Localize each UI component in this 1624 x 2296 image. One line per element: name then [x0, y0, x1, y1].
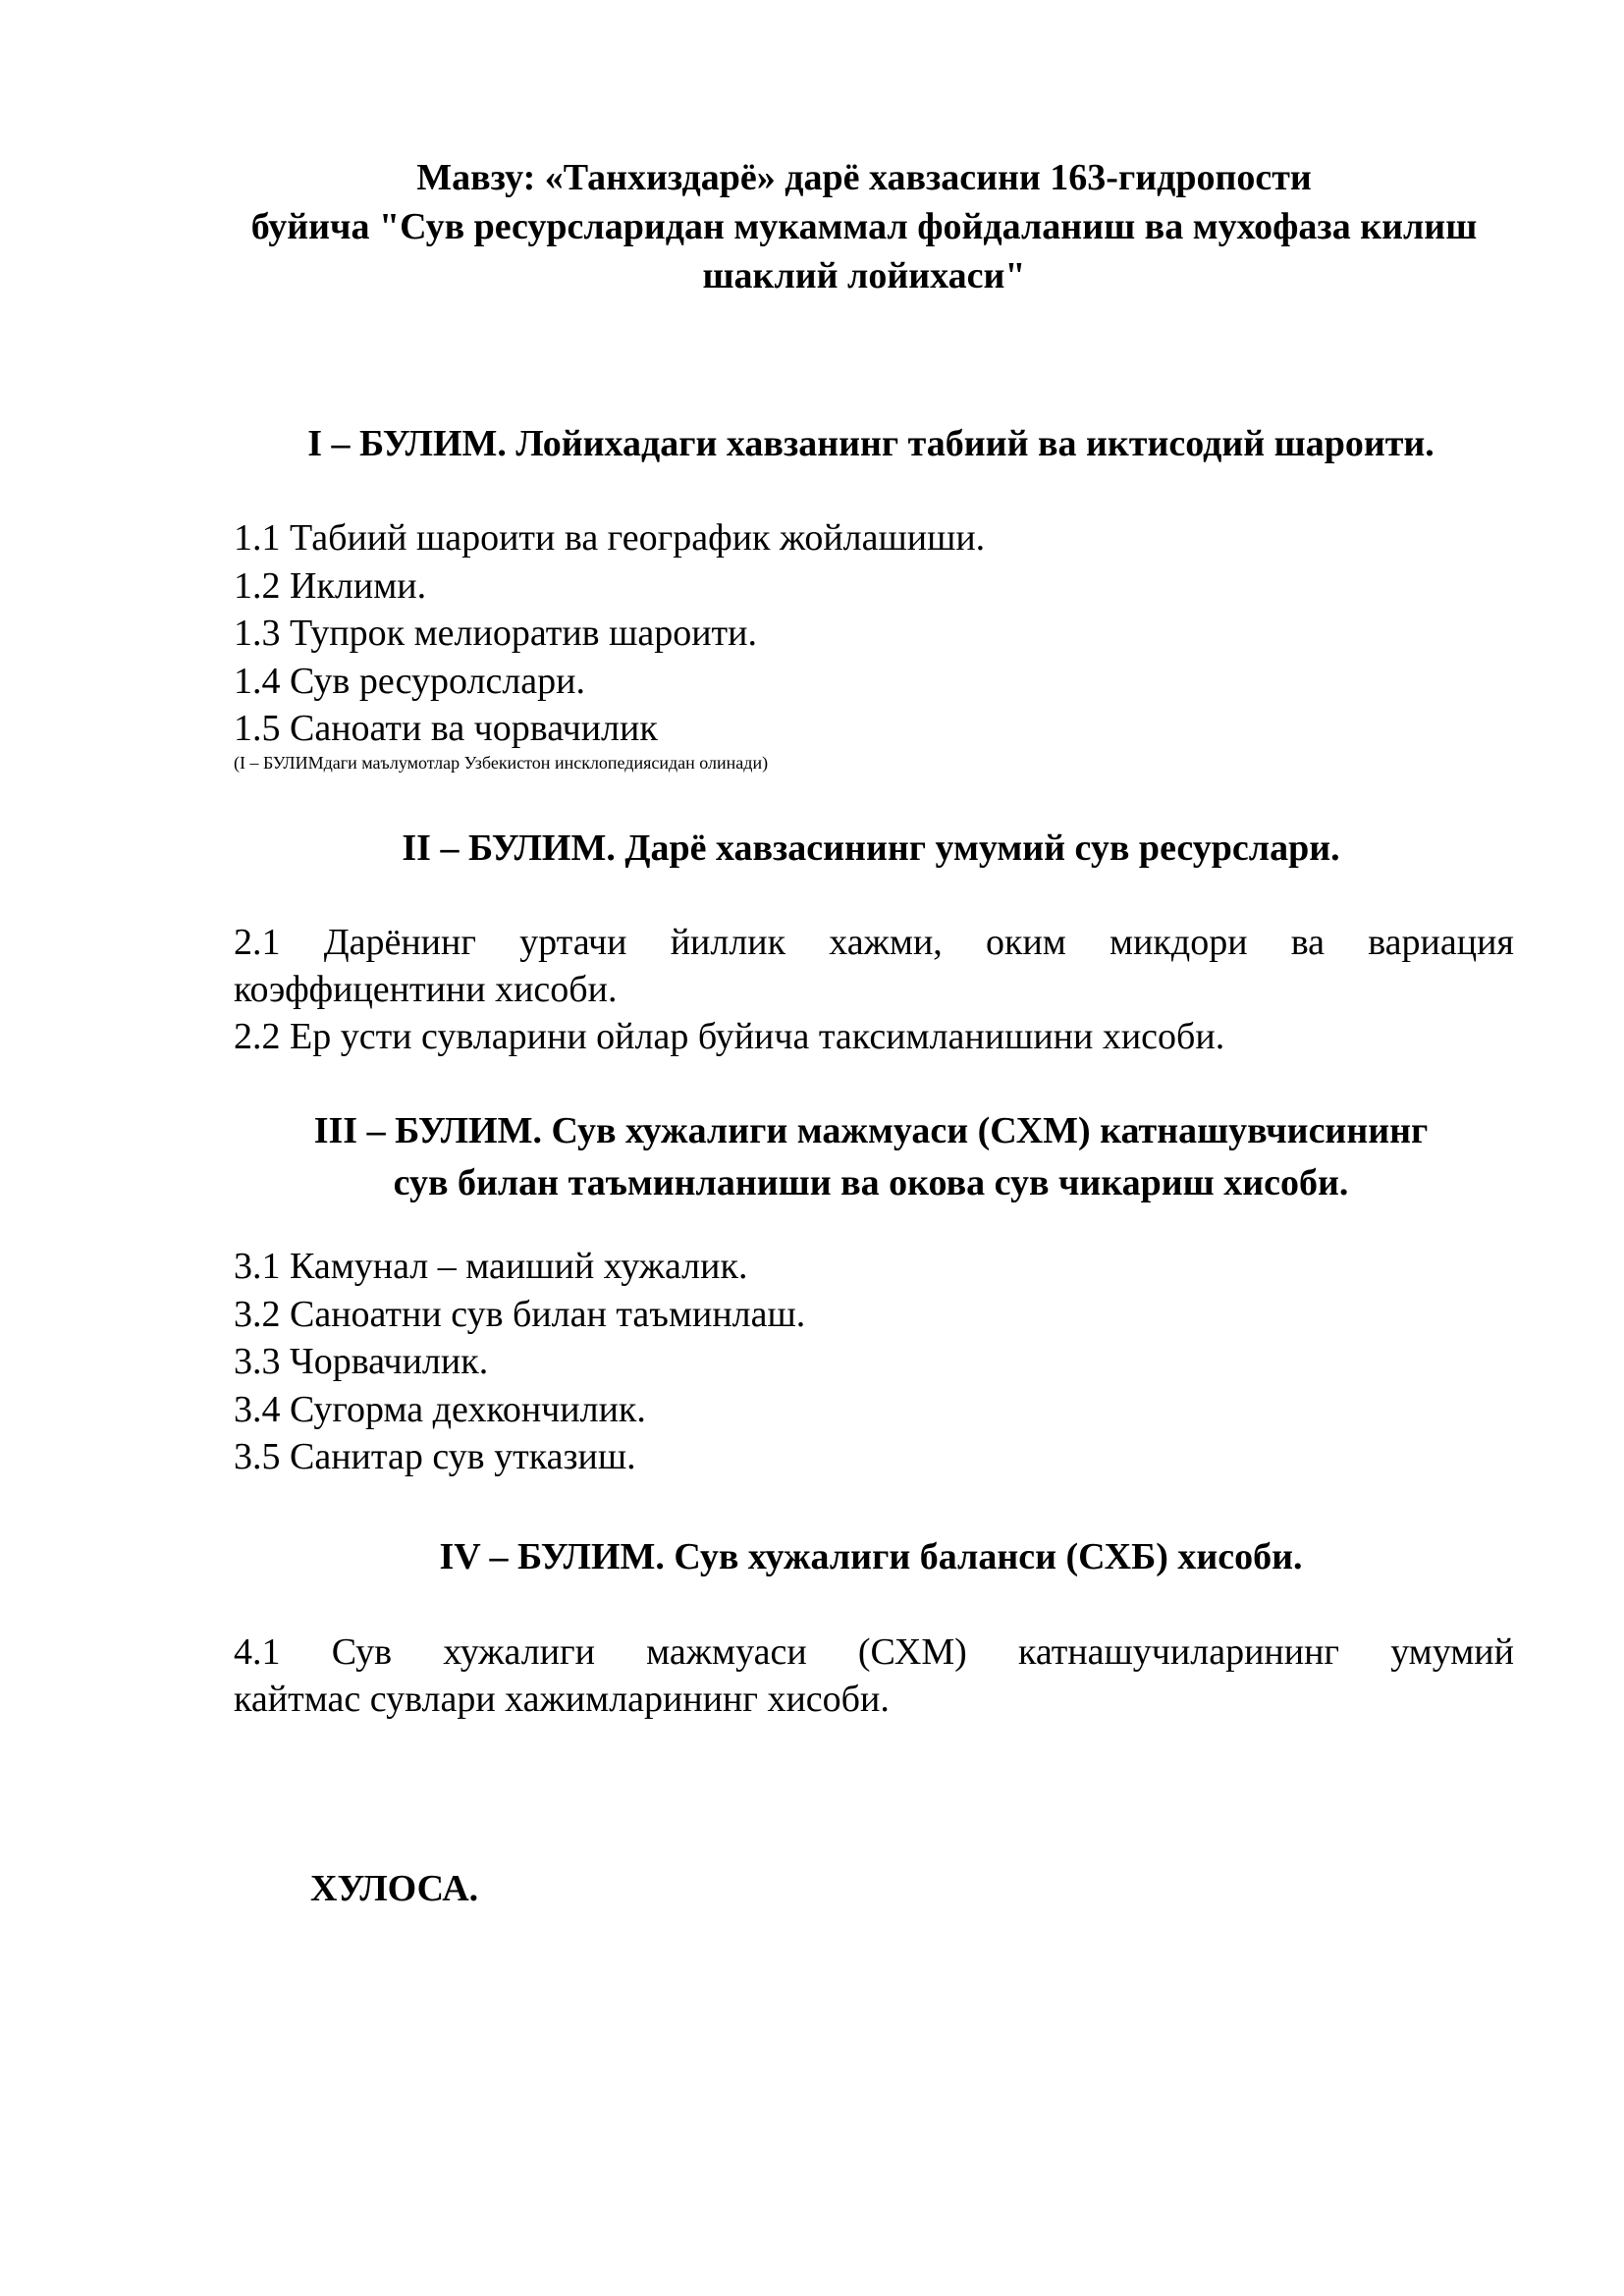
- section-3-heading-line-2: сув билан таъминланиши ва окова сув чикариш хисоби.: [393, 1162, 1349, 1203]
- word: хажми,: [829, 922, 943, 963]
- title-line-1: Мавзу: «Танхиздарё» дарё хавзасини 163-гидропости: [416, 157, 1312, 198]
- section-3-heading-line-1: III – БУЛИМ. Сув хужалиги мажмуаси (СХМ) катнашувчисининг: [313, 1110, 1429, 1151]
- word: Дарёнинг: [323, 922, 476, 963]
- word: 4.1: [234, 1631, 281, 1673]
- word: микдори: [1110, 922, 1248, 963]
- list-item: 1.4 Сув ресуролслари.: [234, 660, 586, 702]
- word: хужалиги: [443, 1631, 595, 1673]
- section-2-heading-text: II – БУЛИМ. Дарё хавзасининг умумий сув ресурслари.: [402, 828, 1340, 869]
- word: (СХМ): [857, 1631, 967, 1673]
- list-item: 3.3 Чорвачилик.: [234, 1341, 489, 1382]
- list-item: 1.1 Табиий шароити ва географик жойлашиши.: [234, 517, 986, 559]
- section-2-item-2: 2.2 Ер усти сувларини ойлар буйича таксимланишини хисоби.: [234, 1016, 1225, 1057]
- word: умумий: [1390, 1631, 1514, 1673]
- list-item: 1.5 Саноати ва чорвачилик: [234, 708, 658, 749]
- section-2-item-1: [234, 919, 1514, 1060]
- word: мажмуаси: [646, 1631, 807, 1673]
- list-item: 3.2 Саноатни сув билан таъминлаш.: [234, 1293, 806, 1335]
- justified-line: [234, 1629, 1514, 1676]
- list-item: 3.4 Сугорма дехкончилик.: [234, 1388, 646, 1430]
- continuation-line: коэффицентини хисоби.: [234, 969, 618, 1010]
- word: уртачи: [519, 922, 627, 963]
- section-4-heading: [228, 1531, 1514, 1583]
- word: ва: [1290, 922, 1326, 963]
- section-1-heading-text: I – БУЛИМ. Лойихадаги хавзанинг табиий ва иктисодий шароити.: [307, 423, 1435, 464]
- word: оким: [985, 922, 1066, 963]
- section-1-list: [234, 514, 985, 753]
- list-item: 1.3 Тупрок мелиоратив шароити.: [234, 613, 758, 654]
- word: катнашучиларининг: [1017, 1631, 1339, 1673]
- list-item: 3.1 Камунал – маиший хужалик.: [234, 1246, 748, 1287]
- title-line-3: шаклий лойихаси": [702, 255, 1026, 296]
- section-1-heading: [228, 418, 1514, 470]
- section-2-heading: [228, 823, 1514, 875]
- word: Сув: [331, 1631, 393, 1673]
- title-line-2: буйича "Сув ресурсларидан мукаммал фойдаланиш ва мухофаза килиш: [250, 206, 1478, 247]
- continuation-line: кайтмас сувлари хажимларининг хисоби.: [234, 1679, 890, 1720]
- list-item: 3.5 Санитар сув утказиш.: [234, 1436, 636, 1477]
- section-3-list: [234, 1243, 805, 1481]
- justified-line: [234, 919, 1514, 966]
- word: вариация: [1368, 922, 1514, 963]
- section-1-source-note: (I – БУЛИМдаги маълумотлар Узбекистон инсклопедиясидан олинади): [234, 753, 769, 773]
- section-4-item-1: [234, 1629, 1514, 1723]
- list-item: 1.2 Иклими.: [234, 564, 427, 607]
- word: йиллик: [670, 922, 786, 963]
- section-4-heading-text: IV – БУЛИМ. Сув хужалиги баланси (СХБ) хисоби.: [439, 1536, 1303, 1577]
- conclusion-heading: ХУЛОСА.: [310, 1868, 479, 1909]
- document-title: [216, 153, 1512, 300]
- word: 2.1: [234, 922, 281, 963]
- section-3-heading: [228, 1105, 1514, 1209]
